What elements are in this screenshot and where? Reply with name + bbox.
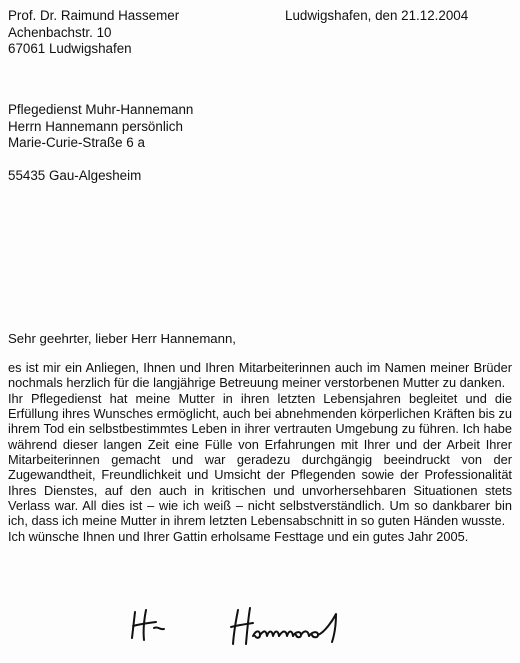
sender-street: Achenbachstr. 10 — [8, 24, 112, 40]
recipient-line-1: Pflegedienst Muhr-Hannemann — [8, 102, 194, 117]
recipient-line-3: Marie-Curie-Straße 6 a — [8, 135, 145, 150]
recipient-line-2: Herrn Hannemann persönlich — [8, 118, 183, 134]
paragraph-wishes: Ich wünsche Ihnen und Ihrer Gattin erholsame Festtage und ein gutes Jahr 2005. — [8, 528, 469, 544]
letter-body — [8, 360, 512, 544]
paragraph-thanks: es ist mir ein Anliegen, Ihnen und Ihren Mitarbeiterinnen auch im Namen meiner Brüder nochmals herzlich für die langjährige Betreuung meiner verstorbenen Mutter zu danken. — [8, 360, 512, 391]
recipient-address — [8, 102, 193, 184]
sender-name: Prof. Dr. Raimund Hassemer — [8, 8, 180, 23]
letter-date: Ludwigshafen, den 21.12.2004 — [285, 8, 469, 23]
recipient-city: 55435 Gau-Algesheim — [8, 167, 142, 183]
handwritten-signature-icon — [120, 600, 370, 650]
salutation: Sehr geehrter, lieber Herr Hannemann, — [8, 331, 236, 346]
sender-city: 67061 Ludwigshafen — [8, 41, 132, 56]
paragraph-experience: Ihr Pflegedienst hat meine Mutter in ihren letzten Lebensjahren begleitet und die Erfüllung ihres Wunsches ermöglicht, auch bei abnehmenden körperlichen Kräften bis zu ihrem Tod ein selbstbestimmtes Leben in ihrer vertrauten Umgebung zu führen. Ich habe während dieser langen Zeit eine Fülle von Erfahrungen mit Ihrer und der Arbeit Ihrer Mitarbeiterinnen gemacht und war geradezu durchgängig beeindruckt von der Zugewandtheit, Freundlichkeit und Umsicht der Pflegenden sowie der Professionalität Ihres Dienstes, auf den auch in kritischen und unvorhersehbaren Situationen stets Verlass war. All dies ist – wie ich weiß – nicht selbstverständlich. Um so dankbarer bin ich, dass ich meine Mutter in ihrem letzten Lebensabschnitt in so guten Händen wusste. — [8, 390, 512, 529]
sender-address — [8, 8, 179, 58]
